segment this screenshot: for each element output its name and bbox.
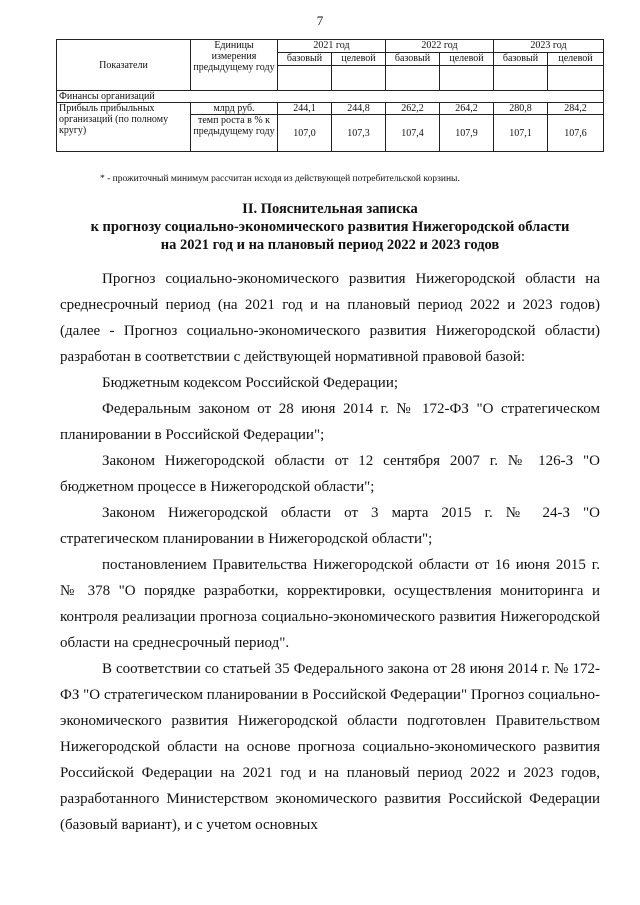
value-cell: 107,1 (494, 115, 548, 152)
heading-line: II. Пояснительная записка (242, 201, 418, 217)
value-cell: 262,2 (386, 103, 440, 115)
value-cell: 244,8 (332, 103, 386, 115)
header-year: 2022 год (386, 40, 494, 53)
unit-cell: темп роста в % к предыдущему году (191, 115, 278, 152)
value-cell: 107,0 (278, 115, 332, 152)
value-cell: 264,2 (440, 103, 494, 115)
header-variant: базовый (386, 53, 440, 66)
body-paragraph: постановлением Правительства Нижегородской области от 16 июня 2015 г. № 378 "О порядке разработки, корректировки, осуществления мониторинга и контроля реализации прогноза социально-экономического развития Нижегородской области на среднесрочный период". (60, 557, 600, 651)
header-variant: целевой (548, 53, 604, 66)
footnote: * - прожиточный минимум рассчитан исходя из действующей потребительской корзины. (100, 174, 460, 184)
section-heading (60, 200, 600, 254)
heading-line: к прогнозу социально-экономического развития Нижегородской области (90, 219, 570, 235)
heading-line: на 2021 год и на плановый период 2022 и 2023 годов (160, 237, 500, 253)
header-variant: целевой (332, 53, 386, 66)
value-cell: 284,2 (548, 103, 604, 115)
header-year: 2021 год (278, 40, 386, 53)
row-label: Прибыль прибыльных организаций (по полному кругу) (57, 103, 191, 152)
value-cell: 107,4 (386, 115, 440, 152)
section-row: Финансы организаций (57, 91, 604, 103)
value-cell: 280,8 (494, 103, 548, 115)
value-cell: 107,3 (332, 115, 386, 152)
body-paragraph: Прогноз социально-экономического развития Нижегородской области на среднесрочный период (на 2021 год и на плановый период 2022 и 2023 годов) (далее - Прогноз социально-экономического развития Нижегородской области) разработан в соответствии с действующей нормативной правовой базой: (60, 271, 600, 365)
body-paragraph: Законом Нижегородской области от 3 марта 2015 г. № 24-З "О стратегическом планировании в Нижегородской области"; (60, 505, 600, 547)
indicators-table (56, 39, 604, 152)
header-year: 2023 год (494, 40, 604, 53)
page-number: 7 (316, 13, 324, 28)
header-variant: базовый (494, 53, 548, 66)
header-units: Единицы измерения предыдущему году (191, 40, 278, 91)
unit-cell: млрд руб. (191, 103, 278, 115)
body-paragraph: В соответствии со статьей 35 Федерального закона от 28 июня 2014 г. № 172-ФЗ "О стратегическом планировании в Российской Федерации" Прогноз социально-экономического развития Нижегородской области подготовлен Правительством Нижегородской области на основе прогноза социально-экономического развития Российской Федерации на 2021 год и на плановый период 2022 и 2023 годов, разработанного Министерством экономического развития Российской Федерации (базовый вариант), и с учетом основных (60, 661, 600, 833)
header-variant: целевой (440, 53, 494, 66)
header-indicators: Показатели (57, 40, 191, 91)
value-cell: 107,6 (548, 115, 604, 152)
body-paragraph: Законом Нижегородской области от 12 сентября 2007 г. № 126-З "О бюджетном процессе в Нижегородской области"; (60, 453, 600, 495)
body-paragraph: Бюджетным кодексом Российской Федерации; (102, 375, 399, 391)
value-cell: 107,9 (440, 115, 494, 152)
value-cell: 244,1 (278, 103, 332, 115)
body-paragraph: Федеральным законом от 28 июня 2014 г. № 172-ФЗ "О стратегическом планировании в Российской Федерации"; (60, 401, 600, 443)
header-variant: базовый (278, 53, 332, 66)
